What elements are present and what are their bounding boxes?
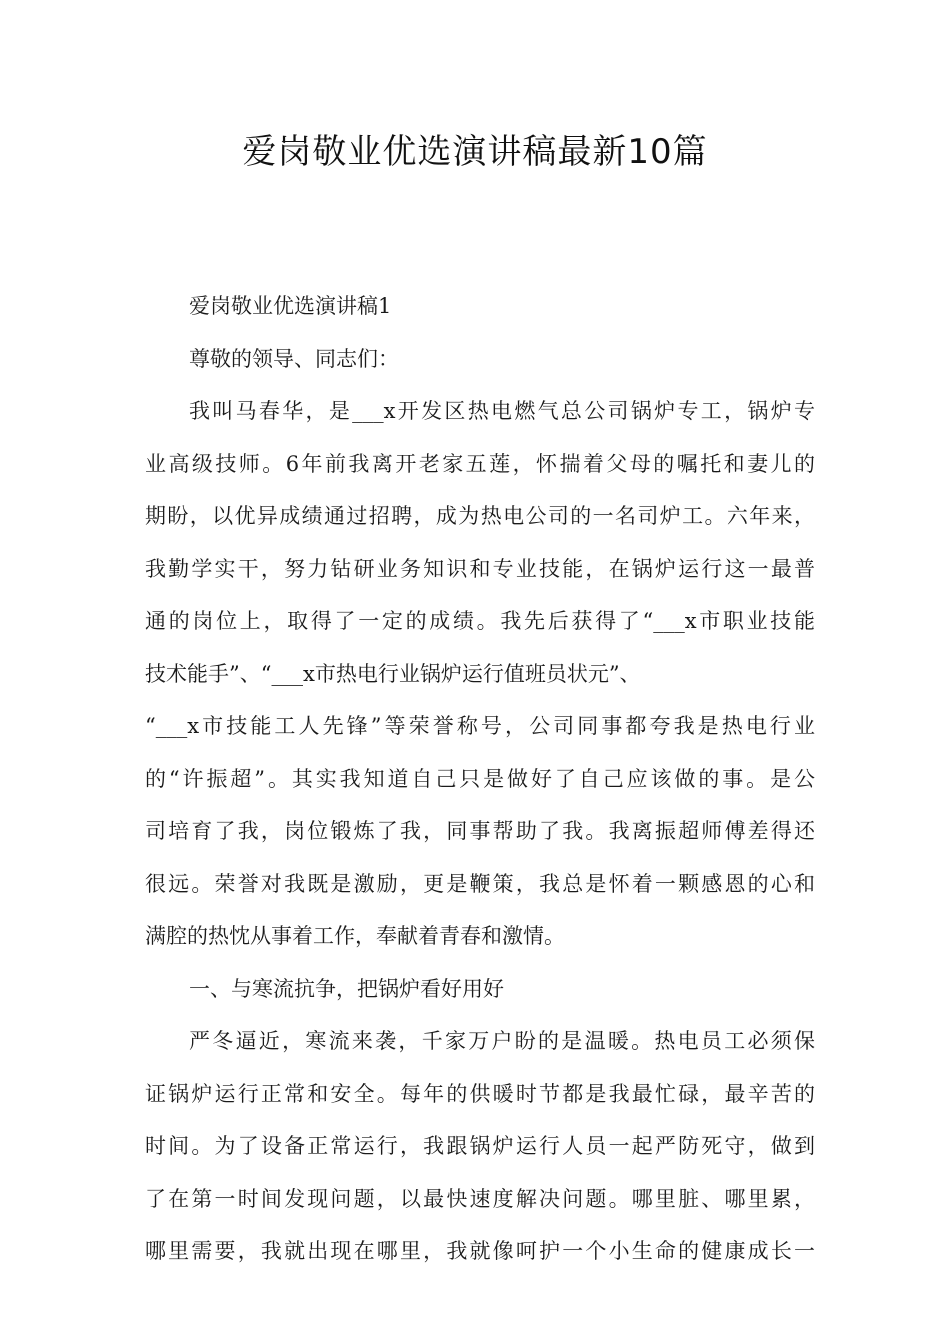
document-body: [145, 280, 815, 1278]
paragraph-line: “___x市技能工人先锋”等荣誉称号，公司同事都夸我是热电行业: [145, 714, 815, 738]
document-title: 爱岗敬业优选演讲稿最新10篇: [242, 132, 708, 172]
paragraph-line: 满腔的热忱从事着工作，奉献着青春和激情。: [145, 924, 565, 948]
paragraph-line: 严冬逼近，寒流来袭，千家万户盼的是温暖。热电员工必须保: [189, 1029, 815, 1053]
paragraph-line: 司培育了我，岗位锻炼了我，同事帮助了我。我离振超师傅差得还: [145, 819, 815, 843]
paragraph-line: 我勤学实干，努力钻研业务知识和专业技能，在锅炉运行这一最普: [145, 556, 815, 581]
paragraph-line: 我叫马春华，是___x开发区热电燃气总公司锅炉专工，锅炉专: [189, 399, 815, 423]
paragraph-line: 通的岗位上，取得了一定的成绩。我先后获得了“___x市职业技能: [145, 609, 815, 633]
section-heading: 一、与寒流抗争，把锅炉看好用好: [189, 976, 504, 1001]
paragraph-line: 时间。为了设备正常运行，我跟锅炉运行人员一起严防死守，做到: [145, 1134, 815, 1158]
paragraph-line: 的“许振超”。其实我知道自己只是做好了自己应该做的事。是公: [145, 766, 815, 791]
paragraph-line: 证锅炉运行正常和安全。每年的供暖时节都是我最忙碌，最辛苦的: [145, 1081, 815, 1106]
paragraph-line: 了在第一时间发现问题，以最快速度解决问题。哪里脏、哪里累，: [145, 1186, 815, 1211]
salutation: 尊敬的领导、同志们：: [189, 346, 399, 371]
section-heading: 爱岗敬业优选演讲稿1: [189, 294, 392, 318]
paragraph-line: 哪里需要，我就出现在哪里，我就像呵护一个小生命的健康成长一: [145, 1239, 815, 1263]
paragraph-line: 期盼，以优异成绩通过招聘，成为热电公司的一名司炉工。六年来，: [145, 504, 815, 528]
paragraph-line: 很远。荣誉对我既是激励，更是鞭策，我总是怀着一颗感恩的心和: [145, 871, 815, 896]
paragraph-line: 业高级技师。6年前我离开老家五莲，怀揣着父母的嘱托和妻儿的: [145, 451, 815, 476]
paragraph-line: 技术能手”、“___x市热电行业锅炉运行值班员状元”、: [145, 661, 641, 686]
